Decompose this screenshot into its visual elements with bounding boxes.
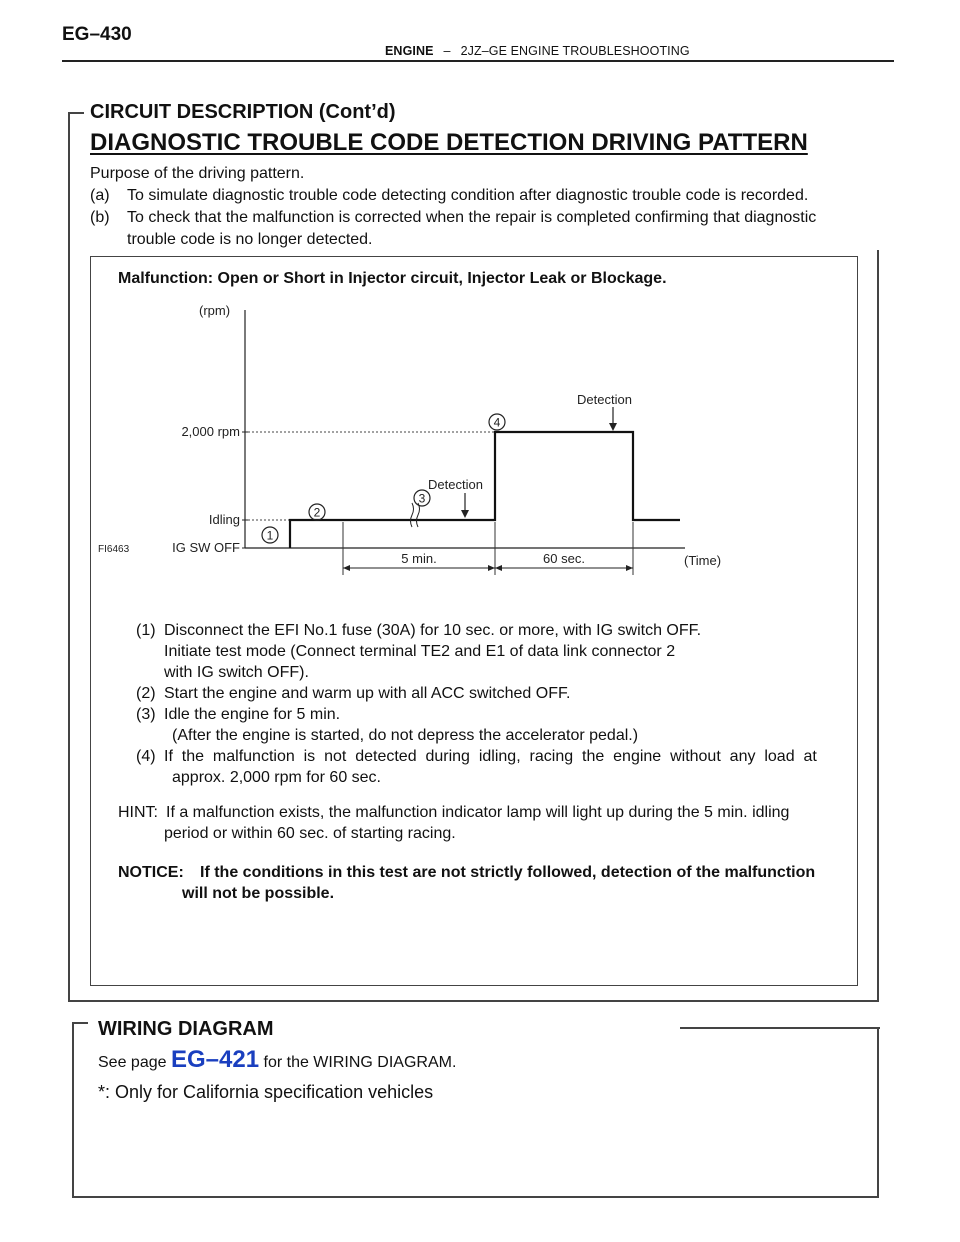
rpm-trace (290, 432, 680, 548)
header-section: ENGINE (385, 44, 434, 58)
inner-right (857, 256, 858, 986)
hint-text: If a malfunction exists, the malfunction indicator lamp will light up during the 5 min. idling (166, 804, 790, 821)
driving-pattern-chart (90, 290, 750, 590)
step-3 (136, 704, 341, 726)
section-subtitle: DIAGNOSTIC TROUBLE CODE DETECTION DRIVING PATTERN (90, 129, 808, 156)
x-unit-label: (Time) (684, 553, 722, 568)
detection-arrowhead (461, 510, 469, 518)
step-marker-label: 2 (313, 505, 321, 520)
notice-text: will not be possible. (182, 885, 335, 902)
dimension-arrowhead (488, 565, 495, 571)
figure-id: FI6463 (98, 544, 130, 555)
inner-top (90, 256, 858, 257)
step-marker-label: 3 (418, 491, 426, 506)
break-mark (417, 503, 420, 527)
header-rule (62, 60, 894, 62)
wiring-see-suffix: for the WIRING DIAGRAM. (263, 1054, 457, 1071)
wiring-see-prefix: See page (98, 1054, 167, 1071)
hint-text: period or within 60 sec. of starting racing. (164, 825, 456, 842)
dimension-arrowhead (343, 565, 350, 571)
notice-label: NOTICE: (118, 864, 184, 881)
step-line: If the malfunction is not detected during idling, racing the engine without any load at (164, 748, 817, 765)
step-2 (136, 683, 571, 705)
step-line: Initiate test mode (Connect terminal TE2 and E1 of data link connector 2 (164, 643, 676, 660)
inner-bottom (90, 985, 858, 986)
hint (118, 802, 790, 824)
dimension-arrowhead (626, 565, 633, 571)
y-unit-label: (rpm) (199, 303, 231, 318)
page-number: EG–430 (62, 24, 132, 45)
item-marker: (b) (90, 209, 110, 226)
detection-label: Detection (577, 392, 632, 407)
step-line: with IG switch OFF). (164, 664, 309, 681)
wiring-frame-top-left (72, 1022, 88, 1024)
wiring-note: *: Only for California specification vehicles (98, 1082, 434, 1102)
step-marker: (2) (136, 685, 156, 702)
break-mark (411, 503, 414, 527)
step-line: approx. 2,000 rpm for 60 sec. (172, 769, 381, 786)
item-marker: (a) (90, 187, 110, 204)
step-marker: (1) (136, 622, 156, 639)
wiring-see-page (98, 1046, 457, 1074)
step-line: Start the engine and warm up with all ACC switched OFF. (164, 685, 571, 702)
wiring-page-link[interactable]: EG–421 (170, 1046, 260, 1073)
item-text: To simulate diagnostic trouble code detecting condition after diagnostic trouble code is recorded. (127, 187, 809, 204)
step-marker-label: 1 (266, 528, 274, 543)
dimension-arrowhead (495, 565, 502, 571)
frame-left (68, 112, 70, 1002)
detection-arrowhead (609, 423, 617, 431)
step-4 (136, 746, 840, 768)
frame-right (877, 250, 879, 1002)
item-continuation: trouble code is no longer detected. (127, 231, 373, 248)
y-level-label: 2,000 rpm (181, 424, 240, 439)
step-marker: (4) (136, 748, 156, 765)
step-line: (After the engine is started, do not depress the accelerator pedal.) (172, 727, 639, 744)
purpose-text: Purpose of the driving pattern. (90, 165, 305, 182)
hint-label: HINT: (118, 804, 158, 821)
malfunction-text: Malfunction: Open or Short in Injector circuit, Injector Leak or Blockage. (118, 270, 667, 287)
header-subsection: 2JZ–GE ENGINE TROUBLESHOOTING (460, 44, 690, 58)
notice (118, 862, 816, 884)
wiring-frame-right (877, 1027, 879, 1198)
notice-text: If the conditions in this test are not strictly followed, detection of the malfunction (200, 864, 816, 881)
step-1 (136, 620, 702, 642)
header-separator: – (443, 44, 451, 58)
y-level-label: Idling (208, 512, 240, 527)
duration-label: 60 sec. (543, 551, 585, 566)
step-line: Idle the engine for 5 min. (164, 706, 341, 723)
duration-label: 5 min. (401, 551, 437, 566)
frame-top-left (68, 112, 84, 114)
wiring-frame-bottom (72, 1196, 879, 1198)
wiring-frame-top-right (680, 1027, 880, 1029)
y-level-label: IG SW OFF (172, 540, 240, 555)
wiring-frame-left (72, 1022, 74, 1198)
wiring-title: WIRING DIAGRAM (98, 1018, 274, 1040)
step-marker: (3) (136, 706, 156, 723)
item-text: To check that the malfunction is corrected when the repair is completed confirming that diagnostic (127, 209, 817, 226)
section-title: CIRCUIT DESCRIPTION (Cont’d) (90, 101, 396, 123)
detection-label: Detection (428, 477, 483, 492)
running-header (385, 44, 690, 58)
frame-bottom (68, 1000, 879, 1002)
step-marker-label: 4 (493, 415, 501, 430)
step-line: Disconnect the EFI No.1 fuse (30A) for 10 sec. or more, with IG switch OFF. (164, 622, 702, 639)
